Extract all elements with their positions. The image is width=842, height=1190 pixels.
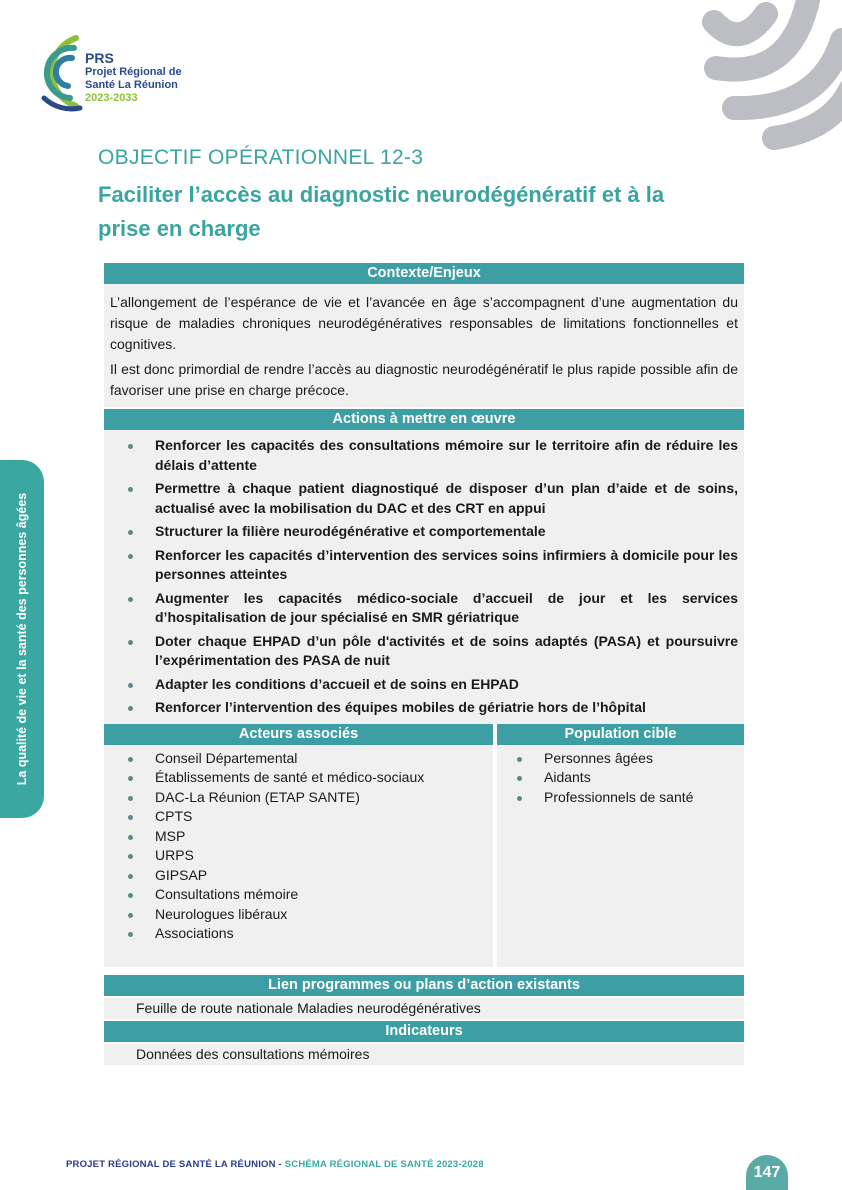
actors-list	[104, 745, 493, 944]
population-list	[497, 745, 744, 808]
actions-list	[104, 430, 744, 724]
links-header: Lien programmes ou plans d’action existants	[104, 975, 744, 996]
logo-acronym: PRS	[85, 50, 114, 66]
decorative-arcs-icon	[680, 0, 842, 160]
action-item: Renforcer les capacités d’intervention des services soins infirmiers à domicile pour les personnes atteintes	[128, 546, 738, 585]
action-item: Adapter les conditions d’accueil et de soins en EHPAD	[128, 675, 738, 695]
prs-logo	[24, 28, 204, 114]
action-item: Renforcer les capacités des consultations mémoire sur le territoire afin de réduire les délais d’attente	[128, 436, 738, 475]
context-paragraph: Il est donc primordial de rendre l’accès au diagnostic neurodégénératif le plus rapide possible afin de favoriser une prise en charge précoce.	[110, 361, 738, 398]
side-tab-label: La qualité de vie et la santé des personnes âgées	[15, 492, 29, 786]
context-paragraph: L’allongement de l’espérance de vie et l’avancée en âge s’accompagnent d’une augmentation du risque de maladies chroniques neurodégénératives responsables de limitations fonctionnelles et cognitives.	[110, 294, 738, 352]
indicators-body: Données des consultations mémoires	[104, 1044, 744, 1065]
action-item: Permettre à chaque patient diagnostiqué de disposer d’un plan d’aide et de soins, actualisé avec la mobilisation du DAC et des CRT en appui	[128, 479, 738, 518]
actor-item: CPTS	[128, 807, 489, 827]
actor-item: Neurologues libéraux	[128, 905, 489, 925]
objective-code: OBJECTIF OPÉRATIONNEL 12-3	[98, 146, 424, 169]
links-body: Feuille de route nationale Maladies neurodégénératives	[104, 998, 744, 1019]
action-item: Augmenter les capacités médico-sociale d’accueil de jour et les services d’hospitalisation de jour spécialisé en SMR gériatrique	[128, 589, 738, 628]
actors-column	[104, 724, 493, 967]
footer-project: PROJET RÉGIONAL DE SANTÉ LA RÉUNION	[66, 1159, 276, 1170]
page-title: Faciliter l’accès au diagnostic neurodégénératif et à la prise en charge	[98, 182, 665, 241]
population-header: Population cible	[497, 724, 744, 745]
actor-item: Associations	[128, 924, 489, 944]
objective-table	[104, 263, 744, 1065]
footer-schema: SCHÉMA RÉGIONAL DE SANTÉ 2023-2028	[284, 1159, 484, 1170]
footer-separator: -	[275, 1159, 285, 1170]
actor-item: Conseil Départemental	[128, 749, 489, 769]
population-item: Professionnels de santé	[517, 788, 740, 808]
actor-item: URPS	[128, 846, 489, 866]
actor-item: MSP	[128, 827, 489, 847]
action-item: Structurer la filière neurodégénérative et comportementale	[128, 522, 738, 542]
page-number: 147	[746, 1155, 788, 1190]
logo-years: 2023-2033	[85, 92, 138, 104]
actor-item: Établissements de santé et médico-sociaux	[128, 768, 489, 788]
actors-population-row	[104, 724, 744, 967]
actions-header: Actions à mettre en œuvre	[104, 409, 744, 430]
actions-body	[104, 430, 744, 724]
population-item: Aidants	[517, 768, 740, 788]
population-column	[497, 724, 744, 967]
actors-header: Acteurs associés	[104, 724, 493, 745]
prs-arcs-icon	[24, 28, 84, 114]
logo-line1: Projet Régional de	[85, 66, 182, 78]
context-header: Contexte/Enjeux	[104, 263, 744, 284]
population-item: Personnes âgées	[517, 749, 740, 769]
action-item: Doter chaque EHPAD d’un pôle d'activités et de soins adaptés (PASA) et poursuivre l’expérimentation des PASA de nuit	[128, 632, 738, 671]
actor-item: GIPSAP	[128, 866, 489, 886]
action-item: Renforcer l’intervention des équipes mobiles de gériatrie hors de l’hôpital	[128, 698, 738, 718]
actor-item: Consultations mémoire	[128, 885, 489, 905]
context-body	[104, 284, 744, 407]
actor-item: DAC-La Réunion (ETAP SANTE)	[128, 788, 489, 808]
logo-line2: Santé La Réunion	[85, 79, 178, 91]
page-footer	[66, 1159, 484, 1170]
indicators-header: Indicateurs	[104, 1021, 744, 1042]
chapter-side-tab	[0, 460, 44, 818]
